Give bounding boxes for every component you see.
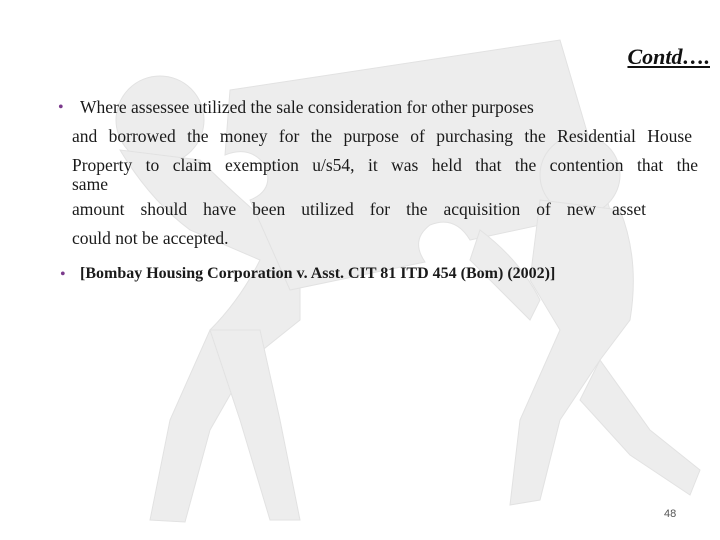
bullet-1-line-1: Where assessee utilized the sale consideration for other purposes [80, 97, 534, 117]
bullet-1-line-4: same [72, 174, 108, 194]
bullet-1-line-5: amount should have been utilized for the acquisition of new asset [72, 199, 646, 219]
bullet-1-line-6: could not be accepted. [72, 228, 229, 248]
bullet-dot-icon: • [58, 99, 64, 116]
slide-title: Contd…. [627, 44, 710, 69]
bullet-1-line-2: and borrowed the money for the purpose of purchasing the Residential House [72, 126, 692, 146]
case-citation: [Bombay Housing Corporation v. Asst. CIT 81 ITD 454 (Bom) (2002)] [80, 265, 556, 282]
bullet-dot-icon: • [60, 266, 66, 283]
bullet-1-line-3: Property to claim exemption u/s54, it was held that the contention that the [72, 155, 698, 175]
page-number: 48 [664, 508, 677, 520]
